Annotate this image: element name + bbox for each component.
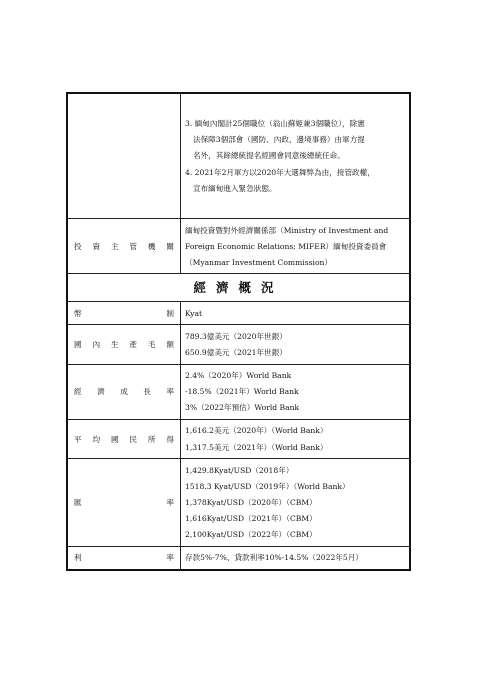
growth-value [181,364,411,419]
value-line: 2.4%（2020年）World Bank [185,371,292,381]
value-line: 650.9億美元（2021年世銀） [185,348,287,358]
value-line: 1,616.2美元（2020年）（World Bank） [185,426,328,436]
table-row [67,459,410,547]
list-item: 法保障3個部會（國防、內政、邊境事務）由軍方提 [193,135,365,145]
table-row [67,419,410,458]
list-item: 名外，其餘總統提名經國會同意後總統任命。 [193,151,345,161]
list-item: 宣布緬甸進入緊急狀態。 [193,183,277,193]
document-sheet [66,92,411,571]
value-line: 1,429.8Kyat/USD（2018年） [185,465,294,475]
table-row [67,364,410,419]
value-line: 1518.3 Kyat/USD（2019年）（World Bank） [185,481,350,491]
value-line: 存款5%-7%、貸款利率10%-14.5%（2022年5月） [185,553,363,563]
table-row [67,546,410,570]
value-line: 1,317.5美元（2021年）（World Bank） [185,442,328,452]
value-line: 1,378Kyat/USD（2020年）（CBM） [185,497,317,507]
exchange-rate-value [181,459,411,547]
row-label: 經 濟 成 長 率 [67,364,181,419]
gdp-value [181,325,411,364]
table-row [67,302,410,325]
row-label: 國 內 生 產 毛 額 [67,325,181,364]
interest-rate-value [181,546,411,570]
list-item: 3. 緬甸內閣計25個職位（翁山蘇姬兼3個職位），除憲 [185,119,365,129]
row-label: 幣 制 [67,302,181,325]
row-label: 匯 率 [67,459,181,547]
authority-value [181,219,411,274]
value-line: （Myanmar Investment Commission） [185,257,333,267]
value-line: 2,100Kyat/USD（2022年）（CBM） [185,530,317,540]
label-text: 投 資 主 管 機 關 [74,241,174,251]
government-notes [181,93,411,219]
value-line: 1,616Kyat/USD（2021年）（CBM） [185,514,317,524]
table-row [67,325,410,364]
value-line: 緬甸投資暨對外經濟關係部（Ministry of Investment and [185,225,389,235]
income-value [181,419,411,458]
currency-value [181,302,411,325]
value-line: 3%（2022年預估）World Bank [185,403,300,413]
value-line: Foreign Economic Relations; MIFER）緬甸投資委員會 [185,241,387,251]
value-line: -18.5%（2021年）World Bank [185,387,299,397]
info-table [66,92,411,571]
table-row [67,219,410,274]
empty-label-cell [67,93,181,219]
section-title-row [67,274,410,302]
row-label: 利 率 [67,546,181,570]
row-label: 平 均 國 民 所 得 [67,419,181,458]
table-row [67,93,410,219]
section-title: 經濟概況 [67,274,410,302]
row-label [67,219,181,274]
value-line: Kyat [185,308,203,318]
list-item: 4. 2021年2月軍方以2020年大選舞弊為由，接管政權， [185,167,375,177]
value-line: 789.3億美元（2020年世銀） [185,331,287,341]
